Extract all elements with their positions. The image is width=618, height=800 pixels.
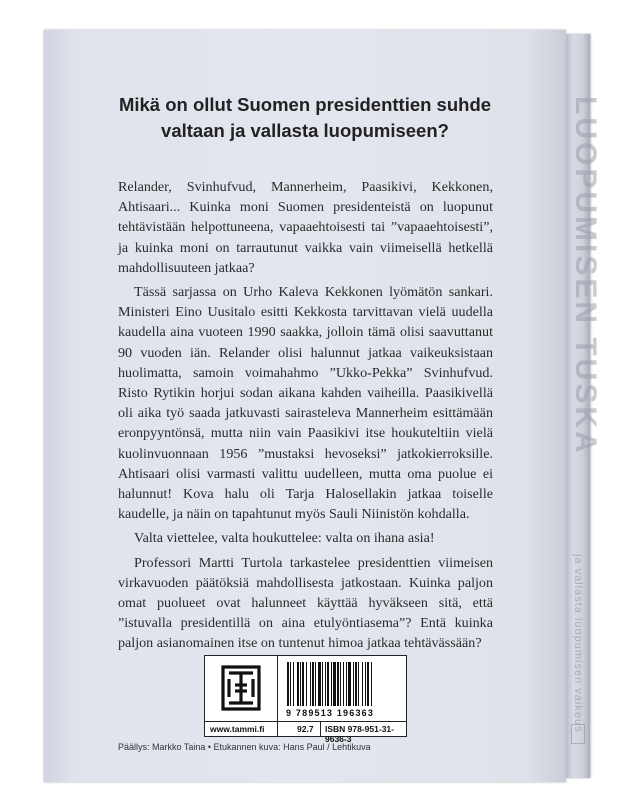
isbn-number: ISBN 978-951-31-9636-3: [325, 724, 394, 744]
headline-line-1: Mikä on ollut Suomen presidenttien suhde: [118, 94, 492, 115]
tammi-logo-icon: [219, 663, 263, 713]
blurb-paragraph: Valta viettelee, valta houkuttelee: valta on ihana asia!: [134, 530, 435, 547]
barcode-block: [204, 655, 407, 744]
publisher-logo-cell: [205, 656, 278, 721]
blurb-paragraph: Tässä sarjassa on Urho Kaleva Kekkonen lyömätön sankari. Ministeri Eino Uusitalo esitti Kekkosta tarvittavan vielä uudella kaudella aina vuoteen 1990 saakka, jolloin tämä olisi saavuttanut 90 vuoden iän. Relander olisi halunnut jatkaa vaikeuksistaan huolimatta, samoin voimahahmo ”Ukko-Pekka” Svinhufvud. Risto Rytikin horjui sodan aikana kahden vaiheilla. Paasikivellä oli aika työ saada jatkuvasti sairasteleva Mannerheim esittämään eronpyyntönsä, mutta niin vain Paasikivi itse houkuteltiin vielä kuolinvuonnaan 1956 ”mustaksi hevoseksi” jatkokierroksille. Ahtisaari olisi varmasti valittu uudelleen, mutta oma puolue ei halunnut! Kova halu oli Tarja Halosellakin jatkaa toiselle kaudelle, ja näin on tapahtunut myös Sauli Niinistön kohdalla.: [118, 284, 493, 523]
blurb-paragraph: Professori Martti Turtola tarkastelee presidenttien viimeisen virkavuoden päätöksiä mahdollisesta jatkostaan. Kuinka paljon omat puolueet ovat halunneet käyttää hyväkseen sitä, että ”istuvalla presidentillä on aina etulyöntiasema”? Entä kuinka paljon asianomainen itse on tuntenut himoa jatkaa tehtävässään?: [118, 554, 493, 652]
cover-headline: [90, 92, 520, 144]
info-divider: [277, 722, 278, 737]
spine-logo-icon: [571, 724, 585, 744]
barcode-info-row: [205, 721, 406, 744]
barcode-number: 9 789513 196363: [286, 708, 375, 718]
barcode-bars: [287, 662, 397, 706]
headline-line-2: valtaan ja vallasta luopumiseen?: [161, 120, 449, 141]
blurb-paragraph: Relander, Svinhufvud, Mannerheim, Paasikivi, Kekkonen, Ahtisaari... Kuinka moni Suomen presidenteistä on luopunut tehtävistään helpottuneena, vapaaehtoisesti tai ”vapaaehtoisesti”, ja kuinka moni on tarrautunut vaikka vain viimeisellä hetkellä mahdollisuuteen jatkaa?: [118, 179, 493, 276]
spine-title: LUOPUMISEN TUSKA: [569, 96, 602, 456]
info-divider: [320, 722, 321, 737]
barcode-cell: [278, 656, 406, 721]
price-code: 92.7: [297, 724, 314, 734]
spine-subtitle: ja vallasta luopumisen vaikeus: [572, 554, 584, 733]
book-spine: [566, 34, 602, 778]
blurb-text: [118, 177, 493, 658]
cover-credits: Päällys: Markko Taina • Etukannen kuva: Hans Paul / Lehtikuva: [118, 742, 371, 752]
publisher-website: www.tammi.fi: [210, 724, 265, 734]
